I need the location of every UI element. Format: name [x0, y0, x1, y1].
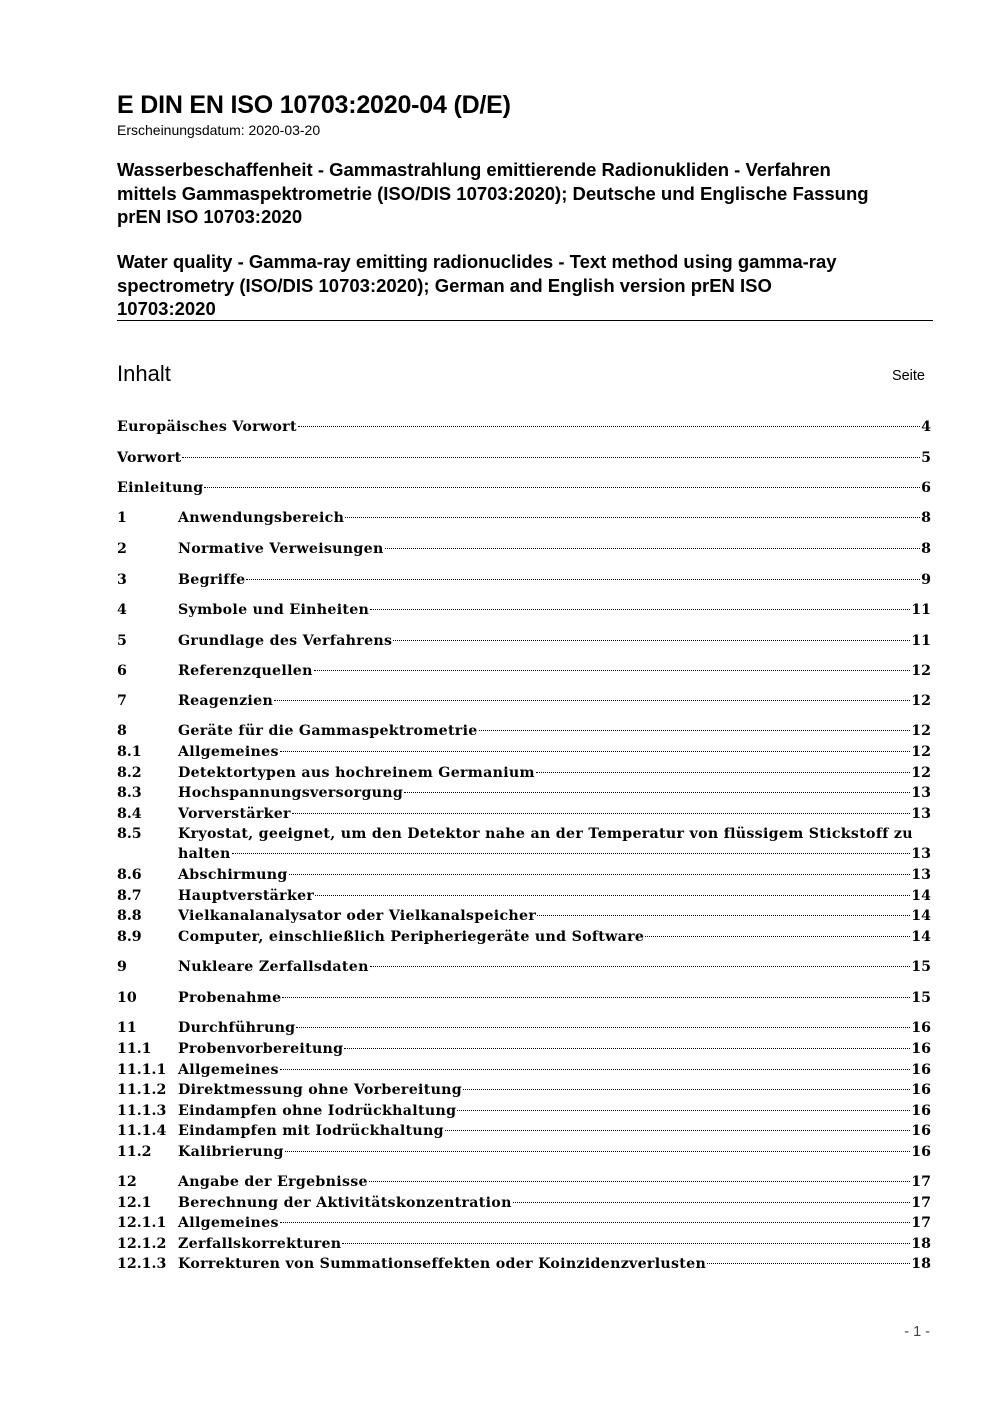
toc-leader-dots — [314, 670, 911, 671]
toc-entry[interactable] — [117, 539, 931, 559]
toc-entry[interactable] — [117, 865, 931, 885]
toc-leader-dots — [457, 1110, 910, 1111]
toc-entry-page: 15 — [911, 959, 931, 975]
toc-entry-title: Referenzquellen — [178, 663, 313, 679]
toc-entry-number: 8.5 — [117, 826, 142, 842]
toc-entry-number: 8.6 — [117, 867, 142, 883]
toc-entry-page: 9 — [921, 572, 931, 588]
toc-entry-page: 13 — [911, 785, 931, 801]
toc-entry-number: 8 — [117, 723, 127, 739]
toc-entry-number: 8.1 — [117, 744, 142, 760]
toc-entry-title: Probenahme — [178, 990, 282, 1006]
toc-leader-dots — [463, 1089, 910, 1090]
toc-entry[interactable] — [117, 906, 931, 926]
toc-leader-dots — [282, 997, 910, 998]
header-divider — [117, 320, 933, 321]
toc-entry-number: 11 — [117, 1020, 137, 1036]
toc-entry-title: Allgemeines — [178, 1062, 279, 1078]
toc-entry-title: Zerfallskorrekturen — [178, 1236, 342, 1252]
toc-entry-title: Kalibrierung — [178, 1144, 284, 1160]
toc-leader-dots — [280, 1069, 910, 1070]
toc-entry-title: Berechnung der Aktivitätskonzentration — [178, 1195, 512, 1211]
toc-entry[interactable] — [117, 957, 931, 977]
toc-entry-page: 12 — [911, 663, 931, 679]
toc-entry-page: 11 — [911, 602, 931, 618]
toc-entry-page: 17 — [911, 1195, 931, 1211]
toc-entry-number: 6 — [117, 663, 127, 679]
toc-entry[interactable] — [117, 742, 931, 762]
toc-entry[interactable] — [117, 1080, 931, 1100]
toc-entry-page: 12 — [911, 693, 931, 709]
toc-leader-dots — [536, 772, 910, 773]
toc-leader-dots — [292, 813, 910, 814]
toc-leader-dots — [479, 730, 911, 731]
toc-entry-number: 8.9 — [117, 929, 142, 945]
toc-entry-page: 13 — [911, 867, 931, 883]
toc-entry-title: Hauptverstärker — [178, 888, 315, 904]
toc-leader-dots — [385, 548, 921, 549]
toc-entry-page: 11 — [911, 633, 931, 649]
toc-entry[interactable] — [117, 448, 931, 468]
toc-entry-page: 16 — [911, 1144, 931, 1160]
toc-entry-title: Europäisches Vorwort — [117, 419, 297, 435]
toc-entry-title: Grundlage des Verfahrens — [178, 633, 393, 649]
toc-entry[interactable] — [117, 1018, 931, 1038]
toc-entry[interactable] — [117, 570, 931, 590]
toc-entry-page: 18 — [911, 1256, 931, 1272]
toc-entry[interactable] — [117, 1193, 931, 1213]
toc-entry-title: Direktmessung ohne Vorbereitung — [178, 1082, 463, 1098]
toc-entry-title: Symbole und Einheiten — [178, 602, 370, 618]
toc-leader-dots — [342, 1243, 910, 1244]
toc-leader-dots — [204, 487, 920, 488]
toc-leader-dots — [182, 457, 920, 458]
toc-entry-title: Nukleare Zerfallsdaten — [178, 959, 369, 975]
toc-entry-number: 2 — [117, 541, 127, 557]
toc-entry-page: 13 — [911, 806, 931, 822]
toc-leader-dots — [537, 915, 910, 916]
toc-leader-dots — [246, 579, 920, 580]
toc-entry-page: 12 — [911, 723, 931, 739]
toc-leader-dots — [707, 1263, 910, 1264]
toc-entry-title: Probenvorbereitung — [178, 1041, 344, 1057]
toc-entry[interactable] — [117, 824, 931, 864]
toc-leader-dots — [232, 853, 911, 854]
toc-entry-page: 13 — [911, 846, 931, 862]
toc-entry[interactable] — [117, 691, 931, 711]
toc-entry[interactable] — [117, 1060, 931, 1080]
toc-leader-dots — [296, 1027, 910, 1028]
toc-entry-page: 5 — [921, 450, 931, 466]
toc-entry-page: 12 — [911, 744, 931, 760]
toc-entry[interactable] — [117, 1142, 931, 1162]
toc-entry-number: 8.8 — [117, 908, 142, 924]
toc-entry-page: 16 — [911, 1082, 931, 1098]
toc-entry-page: 18 — [911, 1236, 931, 1252]
publication-date: Erscheinungsdatum: 2020-03-20 — [117, 122, 321, 138]
title-english-line: Water quality - Gamma-ray emitting radionuclides - Text method using gamma-ray — [117, 251, 837, 272]
toc-entry-number: 4 — [117, 602, 127, 618]
toc-entry[interactable] — [117, 1101, 931, 1121]
toc-entry-title: Eindampfen mit Iodrückhaltung — [178, 1123, 444, 1139]
toc-entry-title: Detektortypen aus hochreinem Germanium — [178, 765, 535, 781]
toc-entry-page: 16 — [911, 1103, 931, 1119]
toc-entry-title: Allgemeines — [178, 1215, 279, 1231]
toc-entry[interactable] — [117, 927, 931, 947]
toc-entry-title-continued: halten — [178, 846, 231, 862]
toc-entry-page: 17 — [911, 1174, 931, 1190]
toc-entry-title: Anwendungsbereich — [178, 510, 345, 526]
toc-entry-page: 16 — [911, 1062, 931, 1078]
toc-entry-number: 7 — [117, 693, 127, 709]
toc-entry-title: Angabe der Ergebnisse — [178, 1174, 368, 1190]
toc-entry[interactable] — [117, 1234, 931, 1254]
toc-entry[interactable] — [117, 631, 931, 651]
toc-entry-title: Computer, einschließlich Peripheriegeräte und Software — [178, 929, 645, 945]
toc-entry[interactable] — [117, 508, 931, 528]
toc-entry[interactable] — [117, 783, 931, 803]
toc-entry[interactable] — [117, 661, 931, 681]
toc-entry[interactable] — [117, 1172, 931, 1192]
toc-entry[interactable] — [117, 804, 931, 824]
toc-entry-number: 12.1.1 — [117, 1215, 167, 1231]
toc-entry-title: Allgemeines — [178, 744, 279, 760]
title-german-line: Wasserbeschaffenheit - Gammastrahlung emittierende Radionukliden - Verfahren — [117, 159, 831, 180]
toc-entry-number: 8.7 — [117, 888, 142, 904]
toc-entry-title: Abschirmung — [178, 867, 288, 883]
toc-entry-number: 11.1.2 — [117, 1082, 167, 1098]
toc-entry-number: 8.2 — [117, 765, 142, 781]
toc-entry[interactable] — [117, 721, 931, 741]
toc-leader-dots — [345, 517, 920, 518]
toc-entry-page: 14 — [911, 908, 931, 924]
toc-entry-title: Vorverstärker — [178, 806, 291, 822]
toc-leader-dots — [344, 1048, 910, 1049]
toc-entry-number: 9 — [117, 959, 127, 975]
toc-leader-dots — [285, 1151, 911, 1152]
toc-entry-page: 16 — [911, 1123, 931, 1139]
toc-entry[interactable] — [117, 1039, 931, 1059]
toc-entry[interactable] — [117, 988, 931, 1008]
toc-entry-title: Begriffe — [178, 572, 246, 588]
toc-entry-title: Hochspannungsversorgung — [178, 785, 404, 801]
toc-entry[interactable] — [117, 600, 931, 620]
toc-entry[interactable] — [117, 886, 931, 906]
toc-entry-title: Einleitung — [117, 480, 204, 496]
toc-entry-page: 8 — [921, 510, 931, 526]
toc-entry-title: Eindampfen ohne Iodrückhaltung — [178, 1103, 457, 1119]
toc-entry-page: 16 — [911, 1041, 931, 1057]
toc-leader-dots — [280, 1222, 910, 1223]
toc-entry-page: 14 — [911, 888, 931, 904]
toc-leader-dots — [280, 751, 910, 752]
toc-leader-dots — [274, 700, 910, 701]
toc-entry-page: 14 — [911, 929, 931, 945]
toc-leader-dots — [298, 426, 920, 427]
toc-leader-dots — [369, 1181, 910, 1182]
toc-entry-number: 11.1.3 — [117, 1103, 167, 1119]
toc-heading: Inhalt — [117, 361, 171, 386]
toc-entry-page: 15 — [911, 990, 931, 1006]
toc-entry-page: 12 — [911, 765, 931, 781]
toc-entry-page: 4 — [921, 419, 931, 435]
toc-entry-number: 12.1.3 — [117, 1256, 167, 1272]
toc-entry-number: 3 — [117, 572, 127, 588]
toc-entry-title: Vorwort — [117, 450, 182, 466]
toc-leader-dots — [393, 640, 910, 641]
toc-entry-number: 12.1 — [117, 1195, 152, 1211]
toc-entry-number: 11.1.4 — [117, 1123, 167, 1139]
toc-entry-number: 11.2 — [117, 1144, 152, 1160]
toc-entry-number: 12 — [117, 1174, 137, 1190]
title-german-line: prEN ISO 10703:2020 — [117, 206, 303, 227]
toc-entry-page: 16 — [911, 1020, 931, 1036]
toc-entry-number: 8.3 — [117, 785, 142, 801]
toc-leader-dots — [370, 609, 910, 610]
toc-entry-title: Normative Verweisungen — [178, 541, 384, 557]
toc-entry-number: 8.4 — [117, 806, 142, 822]
title-german — [117, 158, 937, 229]
toc-entry-number: 1 — [117, 510, 127, 526]
toc-entry[interactable] — [117, 1254, 931, 1274]
toc-entry-number: 11.1.1 — [117, 1062, 167, 1078]
toc-entry-title: Kryostat, geeignet, um den Detektor nahe an der Temperatur von flüssigem Stickstoff zu — [178, 826, 913, 842]
title-english-line: spectrometry (ISO/DIS 10703:2020); German and English version prEN ISO — [117, 274, 772, 296]
toc-leader-dots — [370, 966, 911, 967]
toc-leader-dots — [645, 936, 910, 937]
toc-leader-dots — [513, 1202, 911, 1203]
toc-entry-title: Reagenzien — [178, 693, 274, 709]
toc-entry-page: 6 — [921, 480, 931, 496]
document-id: E DIN EN ISO 10703:2020-04 (D/E) — [117, 91, 511, 119]
toc-entry[interactable] — [117, 1121, 931, 1141]
toc-leader-dots — [289, 874, 911, 875]
toc-entry-number: 12.1.2 — [117, 1236, 167, 1252]
toc-entry[interactable] — [117, 1213, 931, 1233]
toc-leader-dots — [445, 1130, 910, 1131]
toc-entry[interactable] — [117, 417, 931, 437]
toc-entry-number: 10 — [117, 990, 137, 1006]
toc-entry-number: 5 — [117, 633, 127, 649]
toc-leader-dots — [404, 792, 910, 793]
toc-entry-title: Geräte für die Gammaspektrometrie — [178, 723, 478, 739]
toc-entry[interactable] — [117, 763, 931, 783]
page-number: - 1 - — [904, 1324, 930, 1340]
toc-page-label: Seite — [891, 368, 925, 384]
toc-entry-page: 17 — [911, 1215, 931, 1231]
toc-entry-title: Vielkanalanalysator oder Vielkanalspeicher — [178, 908, 537, 924]
title-english — [117, 250, 937, 321]
toc-entry[interactable] — [117, 478, 931, 498]
title-english-line: 10703:2020 — [117, 298, 216, 319]
toc-leader-dots — [315, 895, 910, 896]
toc-entry-page: 8 — [921, 541, 931, 557]
toc-entry-number: 11.1 — [117, 1041, 152, 1057]
title-german-line: mittels Gammaspektrometrie (ISO/DIS 10703:2020); Deutsche und Englische Fassung — [117, 182, 869, 204]
toc-entry-title: Durchführung — [178, 1020, 296, 1036]
toc-entry-title: Korrekturen von Summationseffekten oder Koinzidenzverlusten — [178, 1256, 707, 1272]
